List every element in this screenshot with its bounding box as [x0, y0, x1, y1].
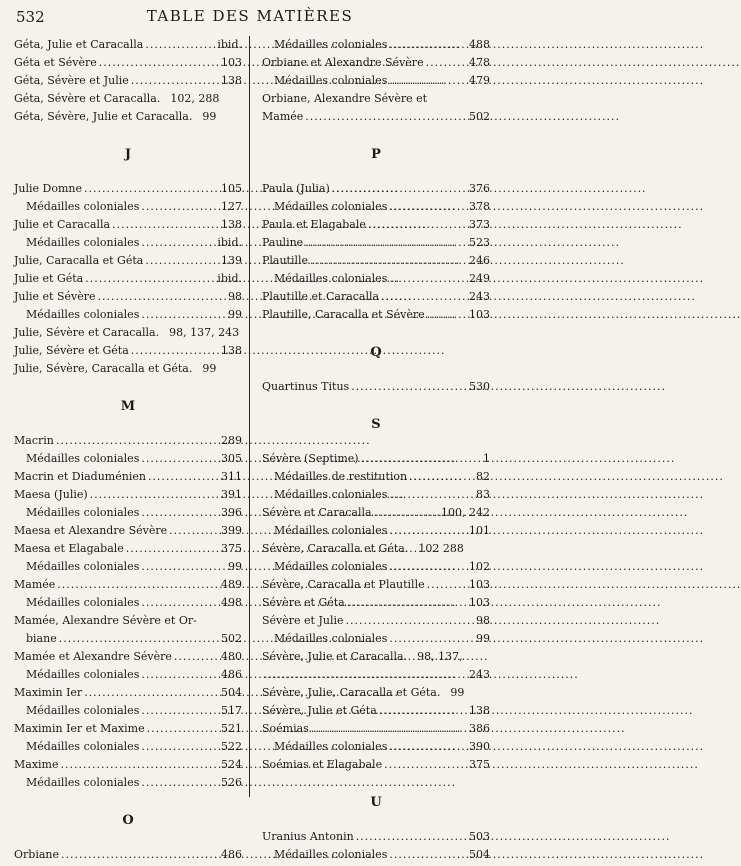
dot-leader: [169, 524, 219, 537]
index-entry: [14, 326, 242, 344]
index-entry: [262, 722, 490, 740]
entry-label: Géta, Sévère et Julie: [14, 74, 129, 87]
entry-label: Médailles coloniales: [26, 776, 140, 789]
page-reference: 489: [221, 578, 242, 591]
page-reference: 102, 288: [170, 92, 220, 105]
index-entry: [14, 488, 242, 506]
index-entry: [14, 254, 242, 272]
index-subentry: [262, 848, 490, 866]
entry-label: Médailles coloniales: [274, 272, 388, 285]
index-entry: [262, 668, 490, 686]
dot-leader: [145, 38, 215, 51]
spacer: [14, 128, 242, 140]
index-entry: [14, 182, 242, 200]
spacer: [262, 326, 490, 338]
section-letter: M: [120, 399, 136, 414]
dot-leader: [141, 200, 219, 213]
entry-label: Médailles coloniales: [26, 200, 140, 213]
index-entry: [14, 434, 242, 452]
page-reference: 503: [469, 830, 490, 843]
entry-label: Julie et Sévère: [14, 290, 96, 303]
entry-label: Mamée, Alexandre Sévère et Or-: [14, 614, 197, 627]
index-entry: [262, 308, 490, 326]
dot-leader: [141, 776, 219, 789]
page-reference: 526: [221, 776, 242, 789]
page-reference: 378: [469, 200, 490, 213]
entry-label: Paula et Elagabale: [262, 218, 366, 231]
index-subentry: [262, 272, 490, 290]
index-entry: [14, 758, 242, 776]
index-entry: [262, 92, 490, 110]
entry-label: Plautille, Caracalla et Sévère: [262, 308, 425, 321]
dot-leader: [56, 434, 219, 447]
index-entry: [14, 614, 242, 632]
spacer: [262, 368, 490, 380]
dot-leader: [311, 722, 467, 735]
page-reference: 246: [469, 254, 490, 267]
page-reference: 521: [221, 722, 242, 735]
index-entry: [14, 110, 242, 128]
entry-label: Julie, Sévère et Géta: [14, 344, 129, 357]
index-entry: [14, 470, 242, 488]
index-entry: [262, 56, 490, 74]
index-subentry: [14, 740, 242, 758]
page-reference: ibid.: [217, 236, 242, 249]
dot-leader: [99, 56, 219, 69]
page-reference: 373: [469, 218, 490, 231]
page-reference: 127: [221, 200, 242, 213]
dot-leader: [141, 506, 219, 519]
entry-label: Médailles coloniales: [26, 308, 140, 321]
dot-leader: [381, 290, 467, 303]
page-reference: 101: [469, 524, 490, 537]
page-reference: 502: [469, 110, 490, 123]
entry-label: Soémias et Elagabale: [262, 758, 383, 771]
entry-label: Julie et Géta: [14, 272, 84, 285]
page-reference: 504: [469, 848, 490, 861]
index-entry: [262, 758, 490, 776]
entry-label: Plautille: [262, 254, 309, 267]
index-subentry: [14, 632, 242, 650]
dot-leader: [145, 254, 219, 267]
entry-label: Médailles coloniales: [26, 236, 140, 249]
index-subentry: [14, 308, 242, 326]
entry-label: Sévère et Géta: [262, 596, 345, 609]
entry-label: Sévère, Caracalla et Plautille: [262, 578, 425, 591]
entry-label: biane: [26, 632, 57, 645]
page-reference: 138: [221, 74, 242, 87]
section-letter: O: [122, 813, 134, 828]
page-reference: 99: [228, 560, 242, 573]
entry-label: Médailles coloniales: [274, 488, 388, 501]
page-reference: 83: [476, 488, 490, 501]
entry-label: Sévère, Julie et Géta: [262, 704, 377, 717]
entry-label: Sévère, Julie et Caracalla.: [262, 650, 408, 663]
entry-label: Maximin Ier et Maxime: [14, 722, 145, 735]
dot-leader: [131, 344, 219, 357]
entry-label: Maesa et Elagabale: [14, 542, 124, 555]
page-reference: 530: [469, 380, 490, 393]
page-reference: ibid.: [217, 38, 242, 51]
dot-leader: [389, 200, 467, 213]
index-entry: [14, 92, 242, 110]
index-subentry: [262, 38, 490, 56]
index-entry: [14, 290, 242, 308]
dot-leader: [389, 632, 474, 645]
dot-leader: [59, 632, 219, 645]
index-subentry: [262, 488, 490, 506]
page-reference: 103: [469, 596, 490, 609]
page-number: 532: [16, 8, 45, 26]
dot-leader: [141, 740, 219, 753]
page-reference: 480: [221, 650, 242, 663]
index-subentry: [14, 704, 242, 722]
dot-leader: [356, 830, 467, 843]
dot-leader: [374, 506, 439, 519]
entry-label: Médailles coloniales: [26, 596, 140, 609]
dot-leader: [409, 470, 474, 483]
dot-leader: [141, 668, 219, 681]
index-entry: [262, 380, 490, 398]
dot-leader: [389, 488, 474, 501]
index-entry: [262, 650, 490, 668]
index-entry: [14, 362, 242, 380]
spacer: [14, 422, 242, 434]
dot-leader: [84, 686, 219, 699]
dot-leader: [427, 308, 467, 321]
page-reference: 479: [469, 74, 490, 87]
index-entry: [262, 182, 490, 200]
entry-label: Sévère et Julie: [262, 614, 344, 627]
entry-label: Orbiane: [14, 848, 59, 861]
entry-label: Maximin Ier: [14, 686, 83, 699]
index-subentry: [14, 776, 242, 794]
entry-label: Julie Domne: [14, 182, 83, 195]
spacer: [262, 776, 490, 788]
entry-label: Julie, Sévère, Caracalla et Géta.: [14, 362, 193, 375]
index-entry: [14, 74, 242, 92]
index-subentry: [14, 236, 242, 254]
index-subentry: [262, 524, 490, 542]
page-reference: 522: [221, 740, 242, 753]
dot-leader: [384, 758, 467, 771]
index-subentry: [262, 632, 490, 650]
page-reference: 524: [221, 758, 242, 771]
page-reference: 249: [469, 272, 490, 285]
dot-leader: [426, 56, 467, 69]
entry-label: Pauline: [262, 236, 304, 249]
index-entry: [14, 38, 242, 56]
page-reference: 103: [469, 308, 490, 321]
dot-leader: [141, 560, 226, 573]
index-entry: [262, 452, 490, 470]
dot-leader: [126, 542, 219, 555]
page-reference: 243: [469, 668, 490, 681]
page-reference: 1: [483, 452, 490, 465]
dot-leader: [389, 272, 467, 285]
index-entry: [262, 704, 490, 722]
dot-leader: [347, 596, 467, 609]
index-entry: [14, 722, 242, 740]
page-reference: 396: [221, 506, 242, 519]
page-reference: 139: [221, 254, 242, 267]
page-reference: 98, 137,: [417, 650, 463, 663]
index-entry: [262, 218, 490, 236]
entry-label: Géta, Julie et Caracalla: [14, 38, 144, 51]
index-entry: [262, 596, 490, 614]
index-entry: [262, 254, 490, 272]
index-entry: [14, 272, 242, 290]
dot-leader: [112, 218, 219, 231]
entry-label: Soémias: [262, 722, 309, 735]
page-reference: 375: [221, 542, 242, 555]
page-reference: 486: [221, 848, 242, 861]
dot-leader: [346, 614, 474, 627]
page-reference: 103: [469, 578, 490, 591]
page-reference: 486: [221, 668, 242, 681]
page-reference: 488: [469, 38, 490, 51]
entry-label: Mamée: [14, 578, 56, 591]
page-reference: 100, 242: [441, 506, 490, 519]
page-reference: 289: [221, 434, 242, 447]
entry-label: Quartinus Titus: [262, 380, 350, 393]
dot-leader: [361, 452, 481, 465]
entry-label: Plautille et Caracalla: [262, 290, 380, 303]
page-reference: 82: [476, 470, 490, 483]
page-reference: 478: [469, 56, 490, 69]
index-entry: [262, 686, 490, 704]
index-subentry: [14, 200, 242, 218]
entry-label: Médailles coloniales: [26, 668, 140, 681]
dot-leader: [264, 668, 467, 681]
page-reference: 102 288: [418, 542, 464, 555]
entry-label: Mamée: [262, 110, 304, 123]
page-reference: 98, 137, 243: [169, 326, 240, 339]
dot-leader: [389, 38, 467, 51]
entry-label: Médailles coloniales: [274, 74, 388, 87]
index-entry: [14, 848, 242, 866]
entry-label: Médailles coloniales: [274, 632, 388, 645]
page-reference: 138: [221, 344, 242, 357]
entry-label: Orbiane et Alexandre Sévère: [262, 56, 424, 69]
page-reference: 99: [450, 686, 465, 699]
index-entry: [14, 686, 242, 704]
page-reference: 399: [221, 524, 242, 537]
index-entry: [14, 650, 242, 668]
index-entry: [262, 830, 490, 848]
index-entry: [262, 110, 490, 128]
page-reference: 243: [469, 290, 490, 303]
dot-leader: [148, 470, 219, 483]
entry-label: Géta, Sévère, Julie et Caracalla.: [14, 110, 193, 123]
index-subentry: [262, 200, 490, 218]
dot-leader: [389, 74, 467, 87]
index-entry: [14, 218, 242, 236]
dot-leader: [305, 236, 467, 249]
dot-leader: [61, 848, 219, 861]
dot-leader: [85, 272, 215, 285]
index-subentry: [262, 740, 490, 758]
entry-label: Julie, Caracalla et Géta: [14, 254, 144, 267]
dot-leader: [174, 650, 219, 663]
index-entry: [262, 236, 490, 254]
page-reference: 98: [228, 290, 242, 303]
entry-label: Médailles de restitution: [274, 470, 408, 483]
dot-leader: [141, 704, 219, 717]
entry-label: Géta et Sévère: [14, 56, 97, 69]
page-reference: 99: [228, 308, 242, 321]
index-column-right: [262, 38, 490, 866]
index-subentry: [14, 452, 242, 470]
page-reference: 98: [476, 614, 490, 627]
dot-leader: [141, 236, 215, 249]
page-reference: 138: [469, 704, 490, 717]
entry-label: Maesa et Alexandre Sévère: [14, 524, 168, 537]
index-subentry: [14, 668, 242, 686]
page-reference: 99: [202, 110, 217, 123]
spacer: [14, 794, 242, 806]
spacer: [262, 440, 490, 452]
page-reference: ibid.: [217, 272, 242, 285]
dot-leader: [310, 254, 467, 267]
section-letter: P: [371, 147, 381, 162]
page-reference: 105: [221, 182, 242, 195]
index-entry: [14, 542, 242, 560]
entry-label: Géta, Sévère et Caracalla.: [14, 92, 161, 105]
entry-label: Médailles coloniales: [274, 740, 388, 753]
page-reference: 498: [221, 596, 242, 609]
dot-leader: [389, 524, 467, 537]
index-entry: [262, 614, 490, 632]
entry-label: Sévère (Septime): [262, 452, 359, 465]
spacer: [14, 170, 242, 182]
dot-leader: [379, 704, 467, 717]
spacer: [262, 398, 490, 410]
spacer: [14, 836, 242, 848]
entry-label: Mamée et Alexandre Sévère: [14, 650, 172, 663]
dot-leader: [368, 218, 467, 231]
page-reference: 386: [469, 722, 490, 735]
entry-label: Maxime: [14, 758, 59, 771]
spacer: [14, 380, 242, 392]
dot-leader: [147, 722, 219, 735]
dot-leader: [98, 290, 226, 303]
dot-leader: [351, 380, 467, 393]
entry-label: Médailles coloniales: [274, 848, 388, 861]
spacer: [262, 128, 490, 140]
dot-leader: [60, 758, 219, 771]
dot-leader: [90, 488, 219, 501]
dot-leader: [57, 578, 219, 591]
index-subentry: [14, 596, 242, 614]
entry-label: Médailles coloniales: [26, 560, 140, 573]
entry-label: Médailles coloniales: [26, 740, 140, 753]
dot-leader: [84, 182, 219, 195]
dot-leader: [141, 452, 219, 465]
page-reference: 311: [221, 470, 242, 483]
section-letter: U: [370, 795, 382, 810]
index-subentry: [262, 74, 490, 92]
page-reference: 102: [469, 560, 490, 573]
index-entry: [14, 344, 242, 362]
page-reference: 375: [469, 758, 490, 771]
page-reference: 99: [476, 632, 490, 645]
section-letter: S: [371, 417, 381, 432]
index-subentry: [14, 560, 242, 578]
entry-label: Sévère et Caracalla: [262, 506, 372, 519]
entry-label: Orbiane, Alexandre Sévère et: [262, 92, 428, 105]
spacer: [262, 170, 490, 182]
entry-label: Médailles coloniales: [26, 704, 140, 717]
dot-leader: [389, 740, 467, 753]
column-divider: [249, 36, 250, 797]
entry-label: Paula (Julia): [262, 182, 330, 195]
index-entry: [14, 578, 242, 596]
index-entry: [14, 56, 242, 74]
page-reference: 391: [221, 488, 242, 501]
index-entry: [262, 578, 490, 596]
page-reference: 138: [221, 218, 242, 231]
index-subentry: [262, 560, 490, 578]
dot-leader: [389, 848, 467, 861]
entry-label: Uranius Antonin: [262, 830, 354, 843]
page-reference: 103: [221, 56, 242, 69]
page-reference: 390: [469, 740, 490, 753]
entry-label: Julie, Sévère et Caracalla.: [14, 326, 160, 339]
page-reference: 502: [221, 632, 242, 645]
page-reference: 517: [221, 704, 242, 717]
entry-label: Maesa (Julie): [14, 488, 88, 501]
page-reference: 523: [469, 236, 490, 249]
dot-leader: [389, 560, 467, 573]
entry-label: Macrin et Diaduménien: [14, 470, 146, 483]
page-reference: 305: [221, 452, 242, 465]
page-reference: 376: [469, 182, 490, 195]
entry-label: Macrin: [14, 434, 54, 447]
entry-label: Sévère, Caracalla et Géta.: [262, 542, 409, 555]
section-letter: Q: [370, 345, 382, 360]
index-subentry: [262, 470, 490, 488]
dot-leader: [332, 182, 467, 195]
dot-leader: [131, 74, 219, 87]
entry-label: Julie et Caracalla: [14, 218, 111, 231]
entry-label: Médailles coloniales: [274, 38, 388, 51]
entry-label: Médailles coloniales: [274, 524, 388, 537]
spacer: [262, 818, 490, 830]
dot-leader: [305, 110, 467, 123]
entry-label: Sévère, Julie, Caracalla et Géta.: [262, 686, 441, 699]
dot-leader: [427, 578, 467, 591]
index-entry: [14, 524, 242, 542]
page-reference: 99: [202, 362, 217, 375]
index-column-left: [14, 38, 242, 866]
running-title: TABLE DES MATIÈRES: [146, 7, 354, 25]
dot-leader: [141, 308, 226, 321]
entry-label: Médailles coloniales: [26, 506, 140, 519]
entry-label: Médailles coloniales: [26, 452, 140, 465]
index-entry: [262, 506, 490, 524]
page-reference: 504: [221, 686, 242, 699]
entry-label: Médailles coloniales: [274, 200, 388, 213]
index-entry: [262, 542, 490, 560]
index-entry: [262, 290, 490, 308]
dot-leader: [141, 596, 219, 609]
section-letter: J: [124, 147, 132, 162]
index-subentry: [14, 506, 242, 524]
entry-label: Médailles coloniales: [274, 560, 388, 573]
